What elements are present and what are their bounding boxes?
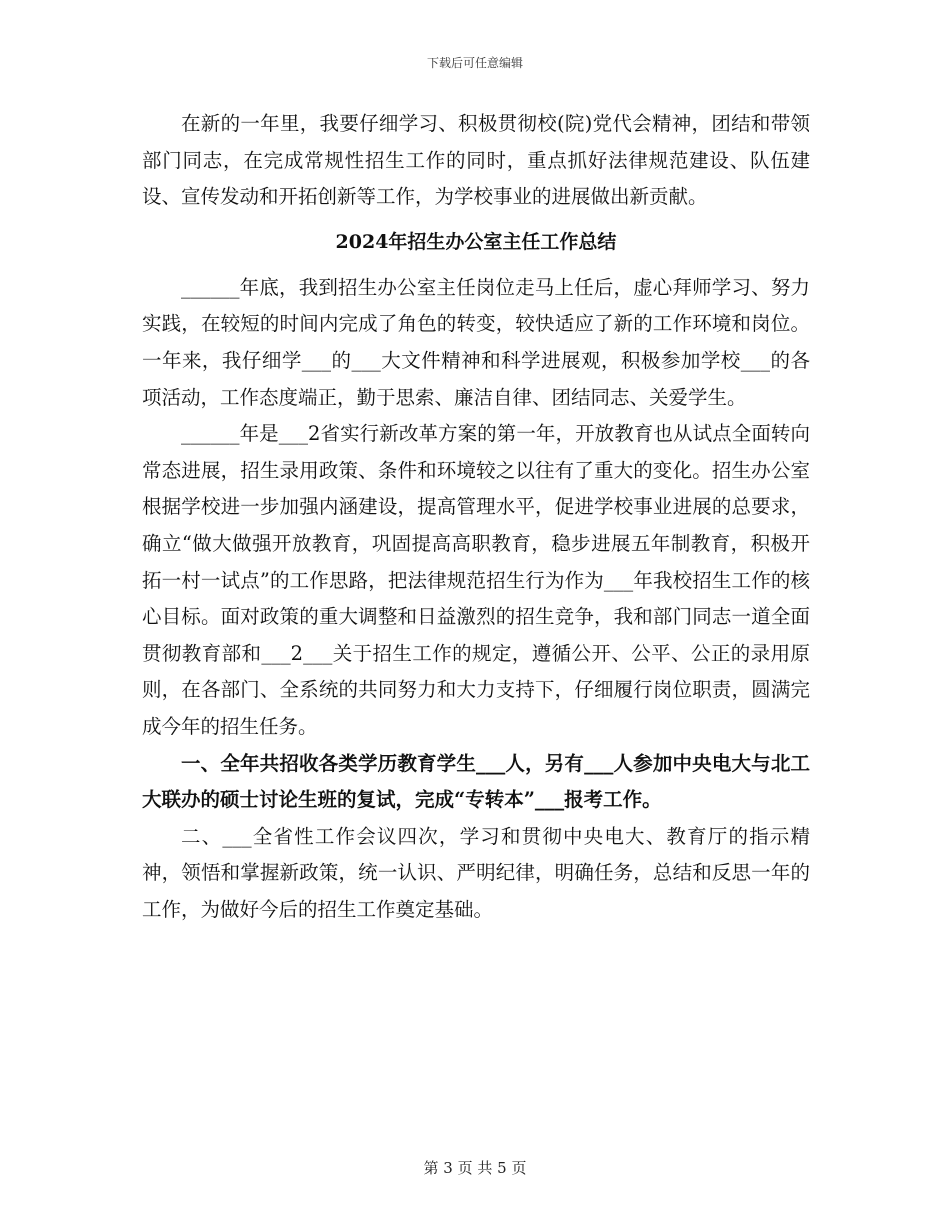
page-indicator: 第 3 页 共 5 页 [423,1159,527,1177]
paragraph-1: ______年底，我到招生办公室主任岗位走马上任后，虚心拜师学习、努力实践，在较短的时间内完成了角色的转变，较快适应了新的工作环境和岗位。一年来，我仔细学___的___大文件精神和科学进展观，积极参加学校___的各项活动，工作态度端正，勤于思索、廉洁自律、团结同志、关爱学生。 [142,275,810,409]
intro-paragraph: 在新的一年里，我要仔细学习、积极贯彻校(院)党代会精神，团结和带领部门同志，在完成常规性招生工作的同时，重点抓好法律规范建设、队伍建设、宣传发动和开拓创新等工作，为学校事业的进展做出新贡献。 [142,112,810,209]
document-body [142,106,810,928]
header-note: 下载后可任意编辑 [426,56,523,70]
document-title: 2024年招生办公室主任工作总结 [335,230,617,253]
paragraph-4: 二、___全省性工作会议四次，学习和贯彻中央电大、教育厅的指示精神，领悟和掌握新政策，统一认识、严明纪律，明确任务，总结和反思一年的工作，为做好今后的招生工作奠定基础。 [142,824,810,921]
paragraph-2: ______年是___2省实行新改革方案的第一年，开放教育也从试点全面转向常态进展，招生录用政策、条件和环境较之以往有了重大的变化。招生办公室根据学校进一步加强内涵建设，提高管理水平，促进学校事业进展的总要求，确立“做大做强开放教育，巩固提高高职教育，稳步进展五年制教育，积极开拓一村一试点”的工作思路，把法律规范招生行为作为___年我校招生工作的核心目标。面对政策的重大调整和日益激烈的招生竞争，我和部门同志一道全面贯彻教育部和___2___关于招生工作的规定，遵循公开、公平、公正的录用原则，在各部门、全系统的共同努力和大力支持下，仔细履行岗位职责，圆满完成今年的招生任务。 [142,422,810,738]
paragraph-3-bold: 一、全年共招收各类学历教育学生___人，另有___人参加中央电大与北工大联办的硕士讨论生班的复试，完成“专转本”___报考工作。 [142,751,810,812]
